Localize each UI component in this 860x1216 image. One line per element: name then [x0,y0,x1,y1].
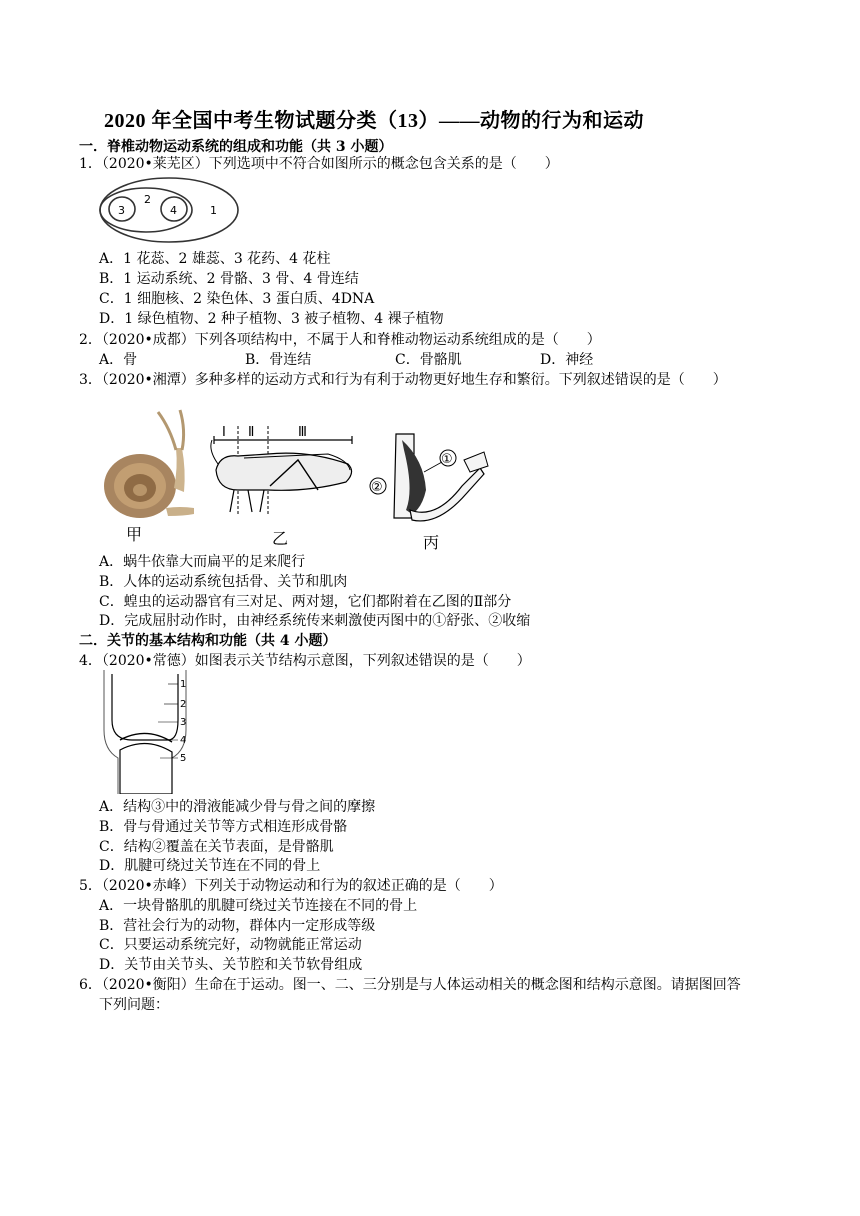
q1-concept-diagram [98,176,240,244]
question-1-stem: 1．（2020•莱芜区）下列选项中不符合如图所示的概念包含关系的是（ ） [79,156,559,172]
q3-option-a: A．蜗牛依靠大而扁平的足来爬行 [99,554,306,570]
snail-image [100,408,198,518]
arm-label-2: ② [371,480,383,495]
q1-option-a: A．1 花蕊、2 雄蕊、3 花药、4 花柱 [99,251,331,267]
question-6-stem-line2: 下列问题： [99,997,169,1013]
q5-option-b: B．营社会行为的动物，群体内一定形成等级 [99,918,376,934]
grasshopper-part-2: Ⅱ [248,425,255,440]
question-3-stem: 3．（2020•湘潭）多种多样的运动方式和行为有利于动物更好地生存和繁衍。下列叙述错误的是（ ） [79,372,727,388]
q2-option-a: A．骨 [99,352,138,368]
joint-label-1: 1 [180,679,187,690]
q4-option-d: D．肌腱可绕过关节连在不同的骨上 [99,858,321,874]
arm-muscle-diagram [366,430,490,530]
joint-label-3: 3 [180,717,187,728]
q1-option-c: C．1 细胞核、2 染色体、3 蛋白质、4DNA [99,291,375,307]
q1-option-d: D．1 绿色植物、2 种子植物、3 被子植物、4 裸子植物 [99,311,444,327]
fig-label-bing: 丙 [423,533,440,552]
q2-option-d: D．神经 [540,352,594,368]
grasshopper-diagram [208,420,358,520]
q2-option-b: B．骨连结 [245,352,312,368]
question-6-stem-line1: 6．（2020•衡阳）生命在于运动。图一、二、三分别是与人体运动相关的概念图和结构示意图。请据图回答 [79,977,741,993]
grasshopper-part-3: Ⅲ [298,425,307,440]
section-heading-1: 一．脊椎动物运动系统的组成和功能（共 3 小题） [79,139,393,155]
q1-label-1: 1 [210,204,217,217]
q2-option-c: C．骨骼肌 [395,352,462,368]
q4-option-a: A．结构③中的滑液能减少骨与骨之间的摩擦 [99,799,376,815]
joint-structure-diagram [98,670,194,794]
fig-label-yi: 乙 [272,529,289,548]
question-5-stem: 5．（2020•赤峰）下列关于动物运动和行为的叙述正确的是（ ） [79,878,503,894]
fig-label-jia: 甲 [126,525,143,544]
page-title: 2020 年全国中考生物试题分类（13）——动物的行为和运动 [104,110,644,132]
q3-option-c: C．蝗虫的运动器官有三对足、两对翅，它们都附着在乙图的Ⅱ部分 [99,594,512,610]
joint-label-4: 4 [180,735,187,746]
q4-option-c: C．结构②覆盖在关节表面，是骨骼肌 [99,839,334,855]
q3-option-b: B．人体的运动系统包括骨、关节和肌肉 [99,574,348,590]
q1-option-b: B．1 运动系统、2 骨骼、3 骨、4 骨连结 [99,271,359,287]
question-4-stem: 4．（2020•常德）如图表示关节结构示意图，下列叙述错误的是（ ） [79,653,531,669]
grasshopper-part-1: Ⅰ [222,425,226,440]
q1-label-3: 3 [118,204,125,217]
arm-label-1: ① [441,452,453,467]
q3-option-d: D．完成屈肘动作时，由神经系统传来刺激使丙图中的①舒张、②收缩 [99,613,531,629]
section-heading-2: 二．关节的基本结构和功能（共 4 小题） [79,633,337,649]
q5-option-d: D．关节由关节头、关节腔和关节软骨组成 [99,957,363,973]
question-2-stem: 2．（2020•成都）下列各项结构中，不属于人和脊椎动物运动系统组成的是（ ） [79,332,601,348]
q4-option-b: B．骨与骨通过关节等方式相连形成骨骼 [99,819,348,835]
q1-label-4: 4 [170,204,177,217]
q1-label-2: 2 [144,193,151,206]
q5-option-c: C．只要运动系统完好，动物就能正常运动 [99,937,362,953]
q5-option-a: A．一块骨骼肌的肌腱可绕过关节连接在不同的骨上 [99,898,418,914]
joint-label-2: 2 [180,699,187,710]
joint-label-5: 5 [180,753,187,764]
